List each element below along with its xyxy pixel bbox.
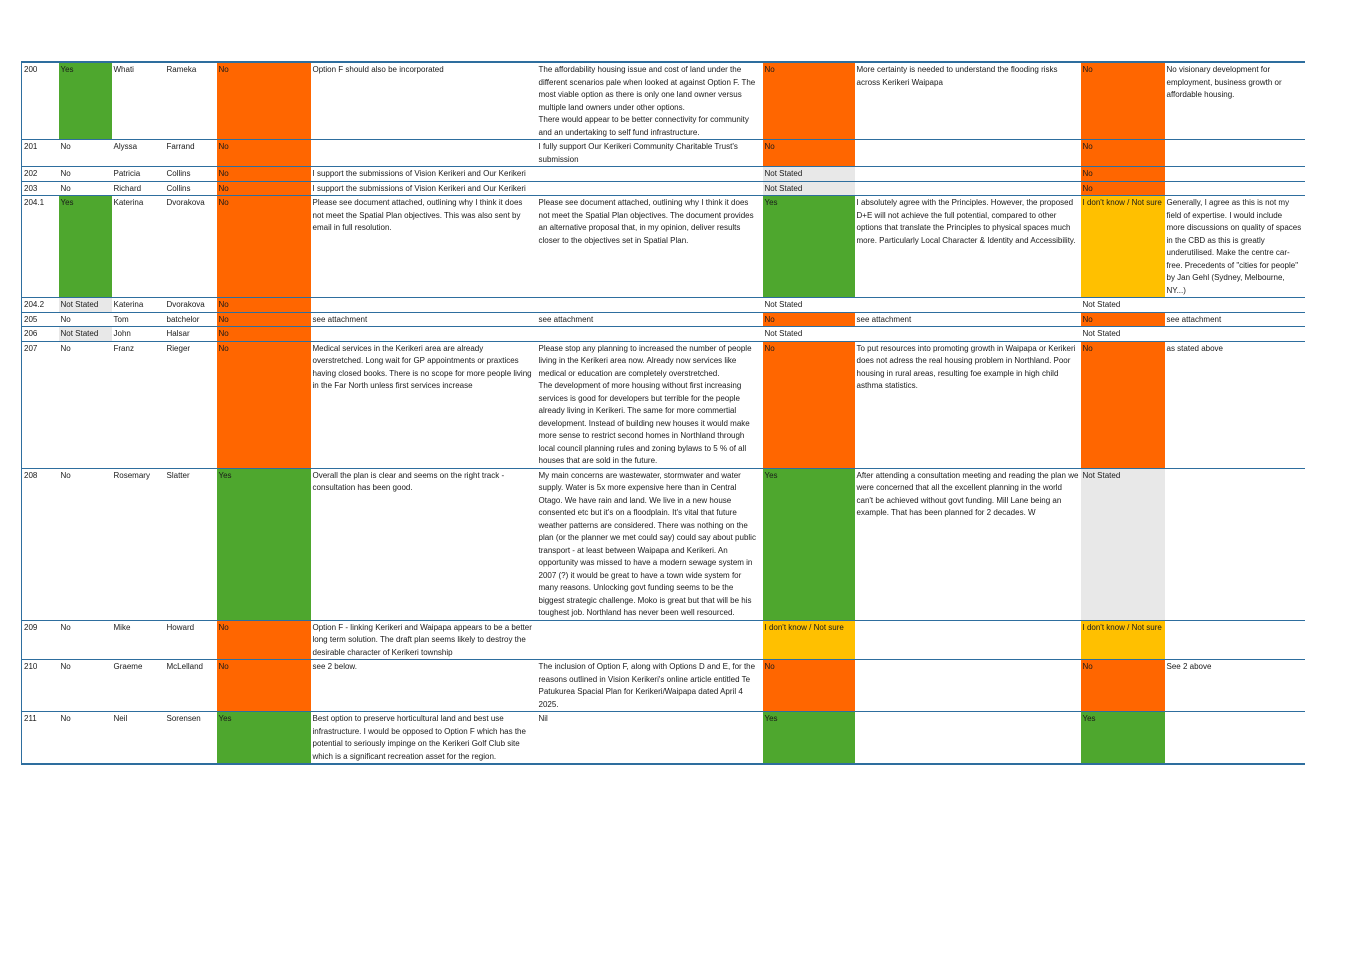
support-cell: Yes xyxy=(59,62,112,140)
other-comment-cell: as stated above xyxy=(1165,341,1305,468)
principles-comment-cell xyxy=(855,620,1081,660)
principles-comment-cell xyxy=(855,181,1081,196)
other-comment-cell xyxy=(1165,181,1305,196)
table-row xyxy=(22,167,1305,182)
submission-id-cell: 204.2 xyxy=(22,298,59,313)
support-cell: No xyxy=(59,468,112,620)
principles-cell: No xyxy=(763,62,855,140)
first-name-cell: Alyssa xyxy=(112,140,165,167)
principles-comment-cell: More certainty is needed to understand the flooding risks across Kerikeri Waipapa xyxy=(855,62,1081,140)
other-cell: Yes xyxy=(1081,712,1165,765)
option-de-cell: No xyxy=(217,660,311,712)
support-cell: No xyxy=(59,181,112,196)
principles-comment-cell: After attending a consultation meeting and reading the plan we were concerned that all the excellent planning in the world can't be achieved without govt funding. Mill Lane being an example. That has been planned for 2 decades. W xyxy=(855,468,1081,620)
table-row xyxy=(22,341,1305,468)
other-cell: No xyxy=(1081,167,1165,182)
option-de-cell: No xyxy=(217,140,311,167)
table-row xyxy=(22,712,1305,765)
last-name-cell: batchelor xyxy=(165,312,217,327)
comment-2-cell xyxy=(537,181,763,196)
comment-2-cell: Nil xyxy=(537,712,763,765)
last-name-cell: McLelland xyxy=(165,660,217,712)
table-body xyxy=(22,62,1305,764)
other-cell: Not Stated xyxy=(1081,327,1165,342)
submission-id-cell: 209 xyxy=(22,620,59,660)
option-de-cell: No xyxy=(217,298,311,313)
comment-1-cell: Overall the plan is clear and seems on the right track - consultation has been good. xyxy=(311,468,537,620)
principles-cell: No xyxy=(763,312,855,327)
principles-cell: I don't know / Not sure xyxy=(763,620,855,660)
option-de-cell: No xyxy=(217,620,311,660)
principles-cell: Not Stated xyxy=(763,327,855,342)
first-name-cell: Richard xyxy=(112,181,165,196)
comment-1-cell: I support the submissions of Vision Kerikeri and Our Kerikeri xyxy=(311,167,537,182)
other-comment-cell xyxy=(1165,167,1305,182)
first-name-cell: Katerina xyxy=(112,196,165,298)
comment-2-cell xyxy=(537,167,763,182)
first-name-cell: Rosemary xyxy=(112,468,165,620)
other-comment-cell: See 2 above xyxy=(1165,660,1305,712)
submission-id-cell: 200 xyxy=(22,62,59,140)
principles-cell: No xyxy=(763,341,855,468)
principles-comment-cell xyxy=(855,140,1081,167)
last-name-cell: Halsar xyxy=(165,327,217,342)
first-name-cell: Mike xyxy=(112,620,165,660)
comment-2-cell: My main concerns are wastewater, stormwater and water supply. Water is 5x more expensive here than in Central Otago. We have rain and land. We live in a new house consented etc but it's on a floodplain. It's vital that future weather patterns are considered. There was nothing on the plan (or the planner we met could say) could say about public transport - at least between Waipapa and Kerikeri. An opportunity was missed to have a modern sewage system in 2007 (?) it would be great to have a town wide system for many reasons. Unlocking govt funding seems to be the biggest strategic challenge. Moko is great but that will be his toughest job. Northland has never been well resourced. xyxy=(537,468,763,620)
submission-id-cell: 210 xyxy=(22,660,59,712)
principles-cell: Yes xyxy=(763,712,855,765)
last-name-cell: Howard xyxy=(165,620,217,660)
option-de-cell: Yes xyxy=(217,468,311,620)
other-comment-cell: No visionary development for employment, business growth or affordable housing. xyxy=(1165,62,1305,140)
comment-1-cell: Option F - linking Kerikeri and Waipapa appears to be a better long term solution. The draft plan seems likely to destroy the desirable character of Kerikeri township xyxy=(311,620,537,660)
submissions-table xyxy=(21,61,1305,765)
table-row xyxy=(22,181,1305,196)
comment-1-cell: Best option to preserve horticultural land and best use infrastructure. I would be opposed to Option F which has the potential to seriously impinge on the Kerikeri Golf Club site which is a significant recreation asset for the region. xyxy=(311,712,537,765)
other-cell: No xyxy=(1081,140,1165,167)
other-cell: No xyxy=(1081,312,1165,327)
last-name-cell: Collins xyxy=(165,167,217,182)
comment-2-cell: Please stop any planning to increased the number of people living in the Kerikeri area now. Already now services like medical or education are completely overstretched. The development of more housing without first increasing services is good for developers but terrible for the people already living in Kerikeri. The same for more commertial development. Instead of building new houses it would make more sense to restrict second homes in Northland through local council planning rules and zoning bylaws to 5 % of all houses that are sold in the future. xyxy=(537,341,763,468)
principles-comment-cell: see attachment xyxy=(855,312,1081,327)
other-cell: No xyxy=(1081,341,1165,468)
other-cell: No xyxy=(1081,181,1165,196)
other-comment-cell xyxy=(1165,298,1305,313)
option-de-cell: No xyxy=(217,327,311,342)
first-name-cell: Graeme xyxy=(112,660,165,712)
option-de-cell: No xyxy=(217,167,311,182)
other-comment-cell xyxy=(1165,620,1305,660)
first-name-cell: Tom xyxy=(112,312,165,327)
other-comment-cell xyxy=(1165,327,1305,342)
table-row xyxy=(22,298,1305,313)
table-row xyxy=(22,660,1305,712)
other-cell: No xyxy=(1081,62,1165,140)
option-de-cell: No xyxy=(217,341,311,468)
comment-1-cell xyxy=(311,327,537,342)
comment-1-cell xyxy=(311,140,537,167)
comment-2-cell: I fully support Our Kerikeri Community Charitable Trust's submission xyxy=(537,140,763,167)
table-row xyxy=(22,62,1305,140)
submission-id-cell: 211 xyxy=(22,712,59,765)
principles-comment-cell: To put resources into promoting growth in Waipapa or Kerikeri does not adress the real housing problem in Northland. Poor housing in rural areas, resulting foe example in high child asthma statistics. xyxy=(855,341,1081,468)
first-name-cell: Patricia xyxy=(112,167,165,182)
comment-2-cell xyxy=(537,327,763,342)
option-de-cell: No xyxy=(217,196,311,298)
principles-cell: No xyxy=(763,140,855,167)
comment-2-cell xyxy=(537,298,763,313)
last-name-cell: Slatter xyxy=(165,468,217,620)
submission-id-cell: 207 xyxy=(22,341,59,468)
support-cell: Not Stated xyxy=(59,298,112,313)
principles-comment-cell xyxy=(855,660,1081,712)
other-comment-cell xyxy=(1165,712,1305,765)
comment-1-cell: Medical services in the Kerikeri area are already overstretched. Long wait for GP appointments or praxtices having closed books. There is no scope for more people living in the Far North unless first services increase xyxy=(311,341,537,468)
first-name-cell: Katerina xyxy=(112,298,165,313)
table-row xyxy=(22,196,1305,298)
other-cell: I don't know / Not sure xyxy=(1081,196,1165,298)
support-cell: No xyxy=(59,660,112,712)
principles-cell: Yes xyxy=(763,196,855,298)
submission-id-cell: 202 xyxy=(22,167,59,182)
comment-1-cell: see 2 below. xyxy=(311,660,537,712)
option-de-cell: No xyxy=(217,181,311,196)
support-cell: No xyxy=(59,620,112,660)
other-comment-cell: Generally, I agree as this is not my field of expertise. I would include more discussions on quality of spaces in the CBD as this is greatly underutilised. Make the centre car-free. Precedents of "cities for people" by Jan Gehl (Sydney, Melbourne, NY...) xyxy=(1165,196,1305,298)
principles-cell: Not Stated xyxy=(763,167,855,182)
table-row xyxy=(22,468,1305,620)
principles-comment-cell xyxy=(855,167,1081,182)
submission-id-cell: 206 xyxy=(22,327,59,342)
principles-comment-cell xyxy=(855,298,1081,313)
comment-1-cell xyxy=(311,298,537,313)
support-cell: No xyxy=(59,312,112,327)
support-cell: Not Stated xyxy=(59,327,112,342)
first-name-cell: Whati xyxy=(112,62,165,140)
other-comment-cell xyxy=(1165,468,1305,620)
first-name-cell: Franz xyxy=(112,341,165,468)
comment-2-cell: see attachment xyxy=(537,312,763,327)
comment-2-cell xyxy=(537,620,763,660)
comment-2-cell: The affordability housing issue and cost of land under the different scenarios pale when looked at against Option F. The most viable option as there is only one land owner versus multiple land owners under other options. There would appear to be better connectivity for community and an undertaking to self fund infrastructure. xyxy=(537,62,763,140)
principles-comment-cell xyxy=(855,712,1081,765)
support-cell: Yes xyxy=(59,196,112,298)
other-comment-cell: see attachment xyxy=(1165,312,1305,327)
other-cell: Not Stated xyxy=(1081,468,1165,620)
comment-1-cell: Please see document attached, outlining why I think it does not meet the Spatial Plan objectives. This was also sent by email in full resolution. xyxy=(311,196,537,298)
comment-1-cell: Option F should also be incorporated xyxy=(311,62,537,140)
submission-id-cell: 203 xyxy=(22,181,59,196)
option-de-cell: No xyxy=(217,62,311,140)
principles-cell: Not Stated xyxy=(763,181,855,196)
option-de-cell: Yes xyxy=(217,712,311,765)
last-name-cell: Rieger xyxy=(165,341,217,468)
comment-1-cell: I support the submissions of Vision Kerikeri and Our Kerikeri xyxy=(311,181,537,196)
other-cell: Not Stated xyxy=(1081,298,1165,313)
table-row xyxy=(22,620,1305,660)
last-name-cell: Dvorakova xyxy=(165,298,217,313)
principles-cell: No xyxy=(763,660,855,712)
submission-id-cell: 208 xyxy=(22,468,59,620)
principles-comment-cell xyxy=(855,327,1081,342)
last-name-cell: Sorensen xyxy=(165,712,217,765)
comment-2-cell: The inclusion of Option F, along with Options D and E, for the reasons outlined in Vision Kerikeri's online article entitled Te Patukurea Spacial Plan for Kerikeri/Waipapa dated April 4 2025. xyxy=(537,660,763,712)
support-cell: No xyxy=(59,140,112,167)
other-cell: No xyxy=(1081,660,1165,712)
submission-id-cell: 201 xyxy=(22,140,59,167)
principles-cell: Not Stated xyxy=(763,298,855,313)
support-cell: No xyxy=(59,341,112,468)
last-name-cell: Dvorakova xyxy=(165,196,217,298)
last-name-cell: Rameka xyxy=(165,62,217,140)
support-cell: No xyxy=(59,167,112,182)
other-cell: I don't know / Not sure xyxy=(1081,620,1165,660)
table-row xyxy=(22,140,1305,167)
comment-2-cell: Please see document attached, outlining why I think it does not meet the Spatial Plan objectives. The document provides an alternative proposal that, in my opinion, deliver results closer to the objectives set in Spatial Plan. xyxy=(537,196,763,298)
submission-id-cell: 204.1 xyxy=(22,196,59,298)
last-name-cell: Collins xyxy=(165,181,217,196)
principles-cell: Yes xyxy=(763,468,855,620)
table-row xyxy=(22,312,1305,327)
first-name-cell: Neil xyxy=(112,712,165,765)
principles-comment-cell: I absolutely agree with the Principles. However, the proposed D+E will not achieve the full potential, compared to other options that translate the Principles to physical spaces much more. Particularly Local Character & Identity and Accessibility. xyxy=(855,196,1081,298)
submission-id-cell: 205 xyxy=(22,312,59,327)
table-row xyxy=(22,327,1305,342)
option-de-cell: No xyxy=(217,312,311,327)
first-name-cell: John xyxy=(112,327,165,342)
other-comment-cell xyxy=(1165,140,1305,167)
support-cell: No xyxy=(59,712,112,765)
last-name-cell: Farrand xyxy=(165,140,217,167)
comment-1-cell: see attachment xyxy=(311,312,537,327)
